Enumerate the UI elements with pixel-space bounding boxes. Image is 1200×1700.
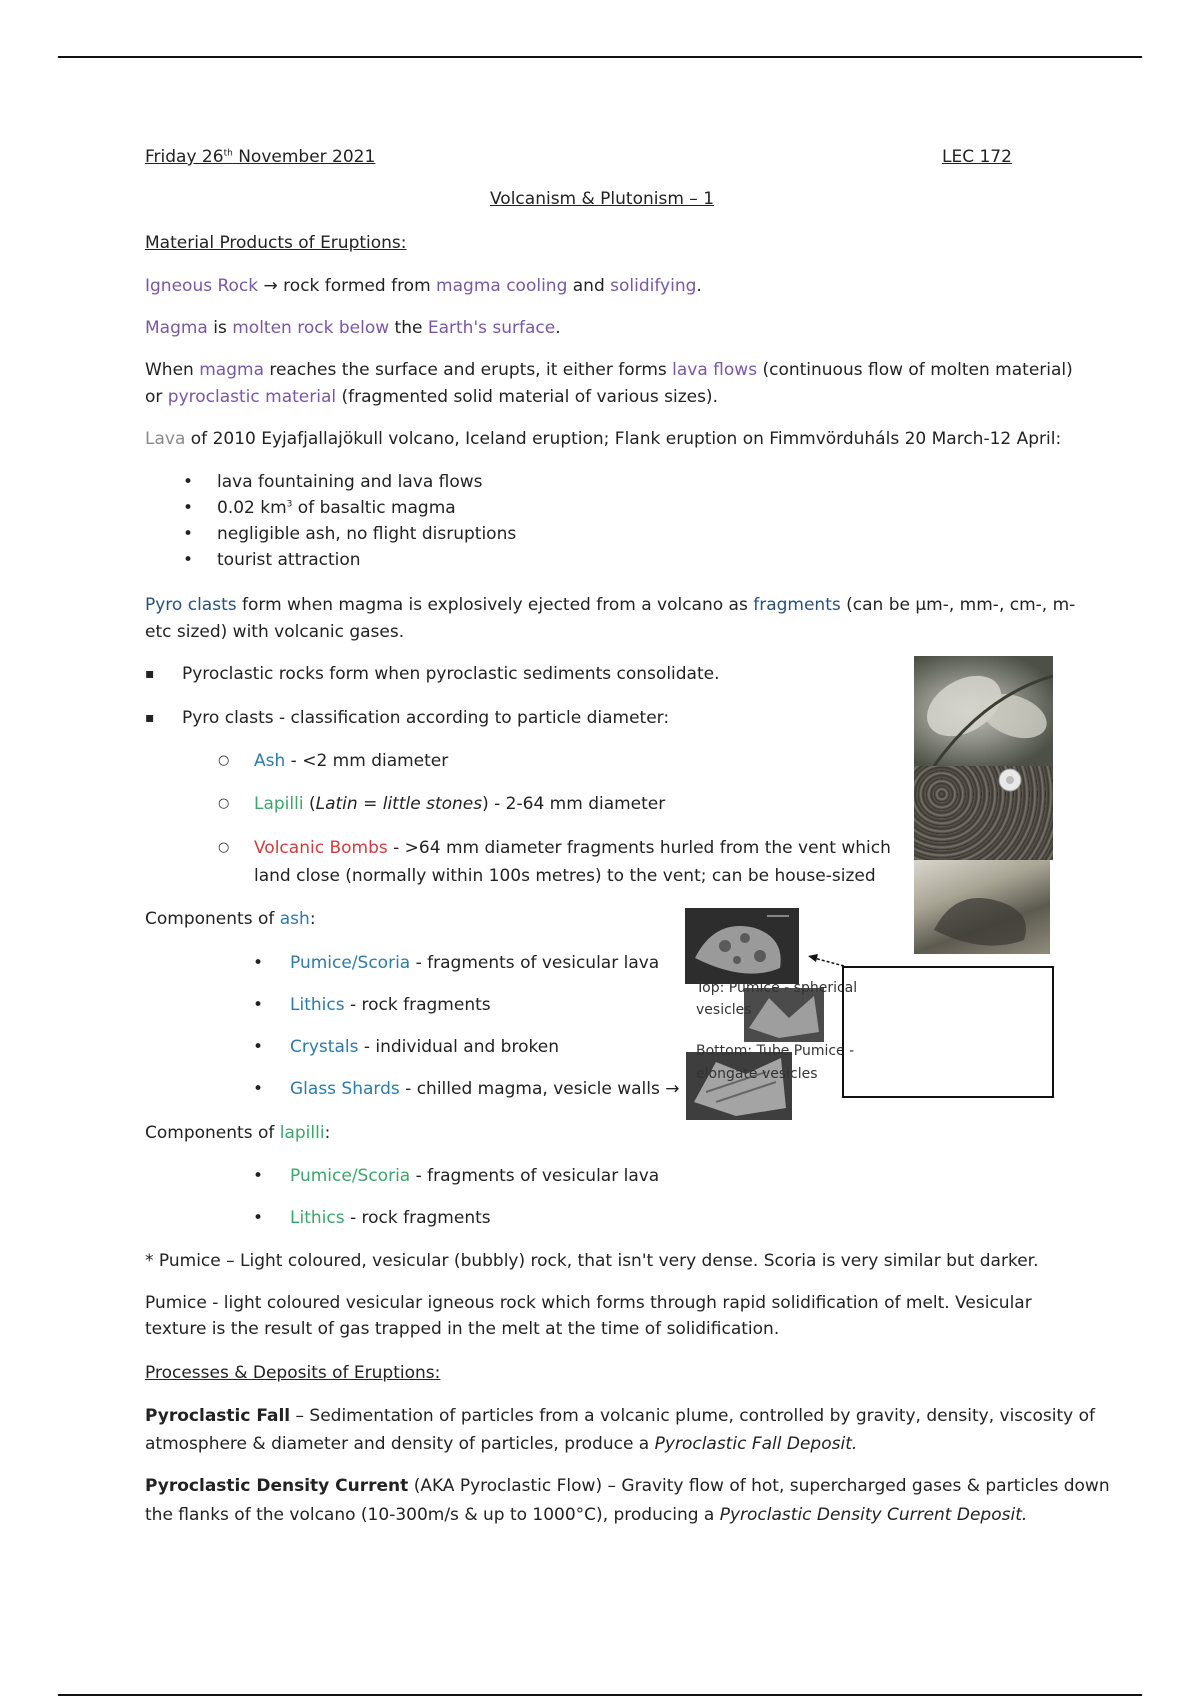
course-code: LEC 172: [942, 147, 1012, 167]
coin-scale: [914, 766, 1053, 860]
when-magma-line-2: or pyroclastic material (fragmented solid material of various sizes).: [145, 387, 718, 407]
empty-text-box: [842, 966, 1054, 1098]
list-item: • 0.02 $km^3$ of basaltic magma: [175, 495, 516, 521]
caption-bottom-2: elongate vesicles: [696, 1066, 818, 1082]
caption-top-2: vesicles: [696, 1002, 752, 1018]
pumice-definition-1: Pumice - light coloured vesicular igneous rock which forms through rapid solidification of melt. Vesicular: [145, 1293, 1032, 1313]
ash-photo: [914, 656, 1053, 766]
volcanic-bomb-photo: [914, 860, 1050, 954]
pyroclast-line-1: Pyro clasts form when magma is explosively ejected from a volcano as fragments (can be µm-, mm-, cm-, m-: [145, 595, 1076, 615]
section-heading-material: Material Products of Eruptions:: [145, 233, 407, 253]
list-item: • negligible ash, no flight disruptions: [175, 521, 516, 547]
page-title: Volcanism & Plutonism – 1: [490, 189, 715, 209]
lapilli-components-label: Components of lapilli:: [145, 1123, 331, 1143]
bottom-rule: [58, 1694, 1142, 1696]
when-magma-line-1: When magma reaches the surface and erupts, it either forms lava flows (continuous flow of molten material): [145, 360, 1073, 380]
lava-example-line: Lava of 2010 Eyjafjallajökull volcano, Iceland eruption; Flank eruption on Fimmvörduháls 20 March-12 April:: [145, 429, 1062, 449]
sem-texture: [685, 908, 799, 984]
pumice-spherical-photo: [685, 908, 799, 984]
pyroclastic-fall-line-2: atmosphere & diameter and density of particles, produce a Pyroclastic Fall Deposit.: [145, 1434, 858, 1454]
list-item: • lava fountaining and lava flows: [175, 469, 516, 495]
magma-line: Magma is molten rock below the Earth's surface.: [145, 318, 561, 338]
list-item: • tourist attraction: [175, 547, 516, 573]
leaf-shapes: [914, 656, 1053, 766]
pyroclastic-fall-line-1: Pyroclastic Fall – Sedimentation of particles from a volcanic plume, controlled by gravity, density, viscosity of: [145, 1406, 1095, 1426]
lava-bullet-list: [175, 469, 516, 573]
pumice-definition-2: texture is the result of gas trapped in the melt at the time of solidification.: [145, 1319, 780, 1339]
arrow-icon: [806, 952, 846, 972]
pdc-line-2: the flanks of the volcano (10-300m/s & up to 1000°C), producing a Pyroclastic Density Current Deposit.: [145, 1505, 1028, 1525]
top-rule: [58, 56, 1142, 58]
pumice-note: * Pumice – Light coloured, vesicular (bubbly) rock, that isn't very dense. Scoria is very similar but darker.: [145, 1251, 1039, 1271]
ash-components-label: Components of ash:: [145, 909, 316, 929]
section-heading-processes: Processes & Deposits of Eruptions:: [145, 1363, 441, 1383]
igneous-rock-line: Igneous Rock → rock formed from magma cooling and solidifying.: [145, 276, 702, 296]
pdc-line-1: Pyroclastic Density Current (AKA Pyroclastic Flow) – Gravity flow of hot, supercharged gases & particles down: [145, 1476, 1110, 1496]
caption-bottom: Bottom: Tube Pumice -: [696, 1043, 855, 1059]
lapilli-photo: [914, 766, 1053, 860]
pyroclast-line-2: etc sized) with volcanic gases.: [145, 622, 405, 642]
lecture-date: Friday 26th November 2021: [145, 147, 376, 167]
caption-top: Top: Pumice - spherical: [696, 980, 858, 996]
bomb-shape: [914, 860, 1050, 954]
class-bombs-line-2: land close (normally within 100s metres) to the vent; can be house-sized: [254, 866, 876, 886]
